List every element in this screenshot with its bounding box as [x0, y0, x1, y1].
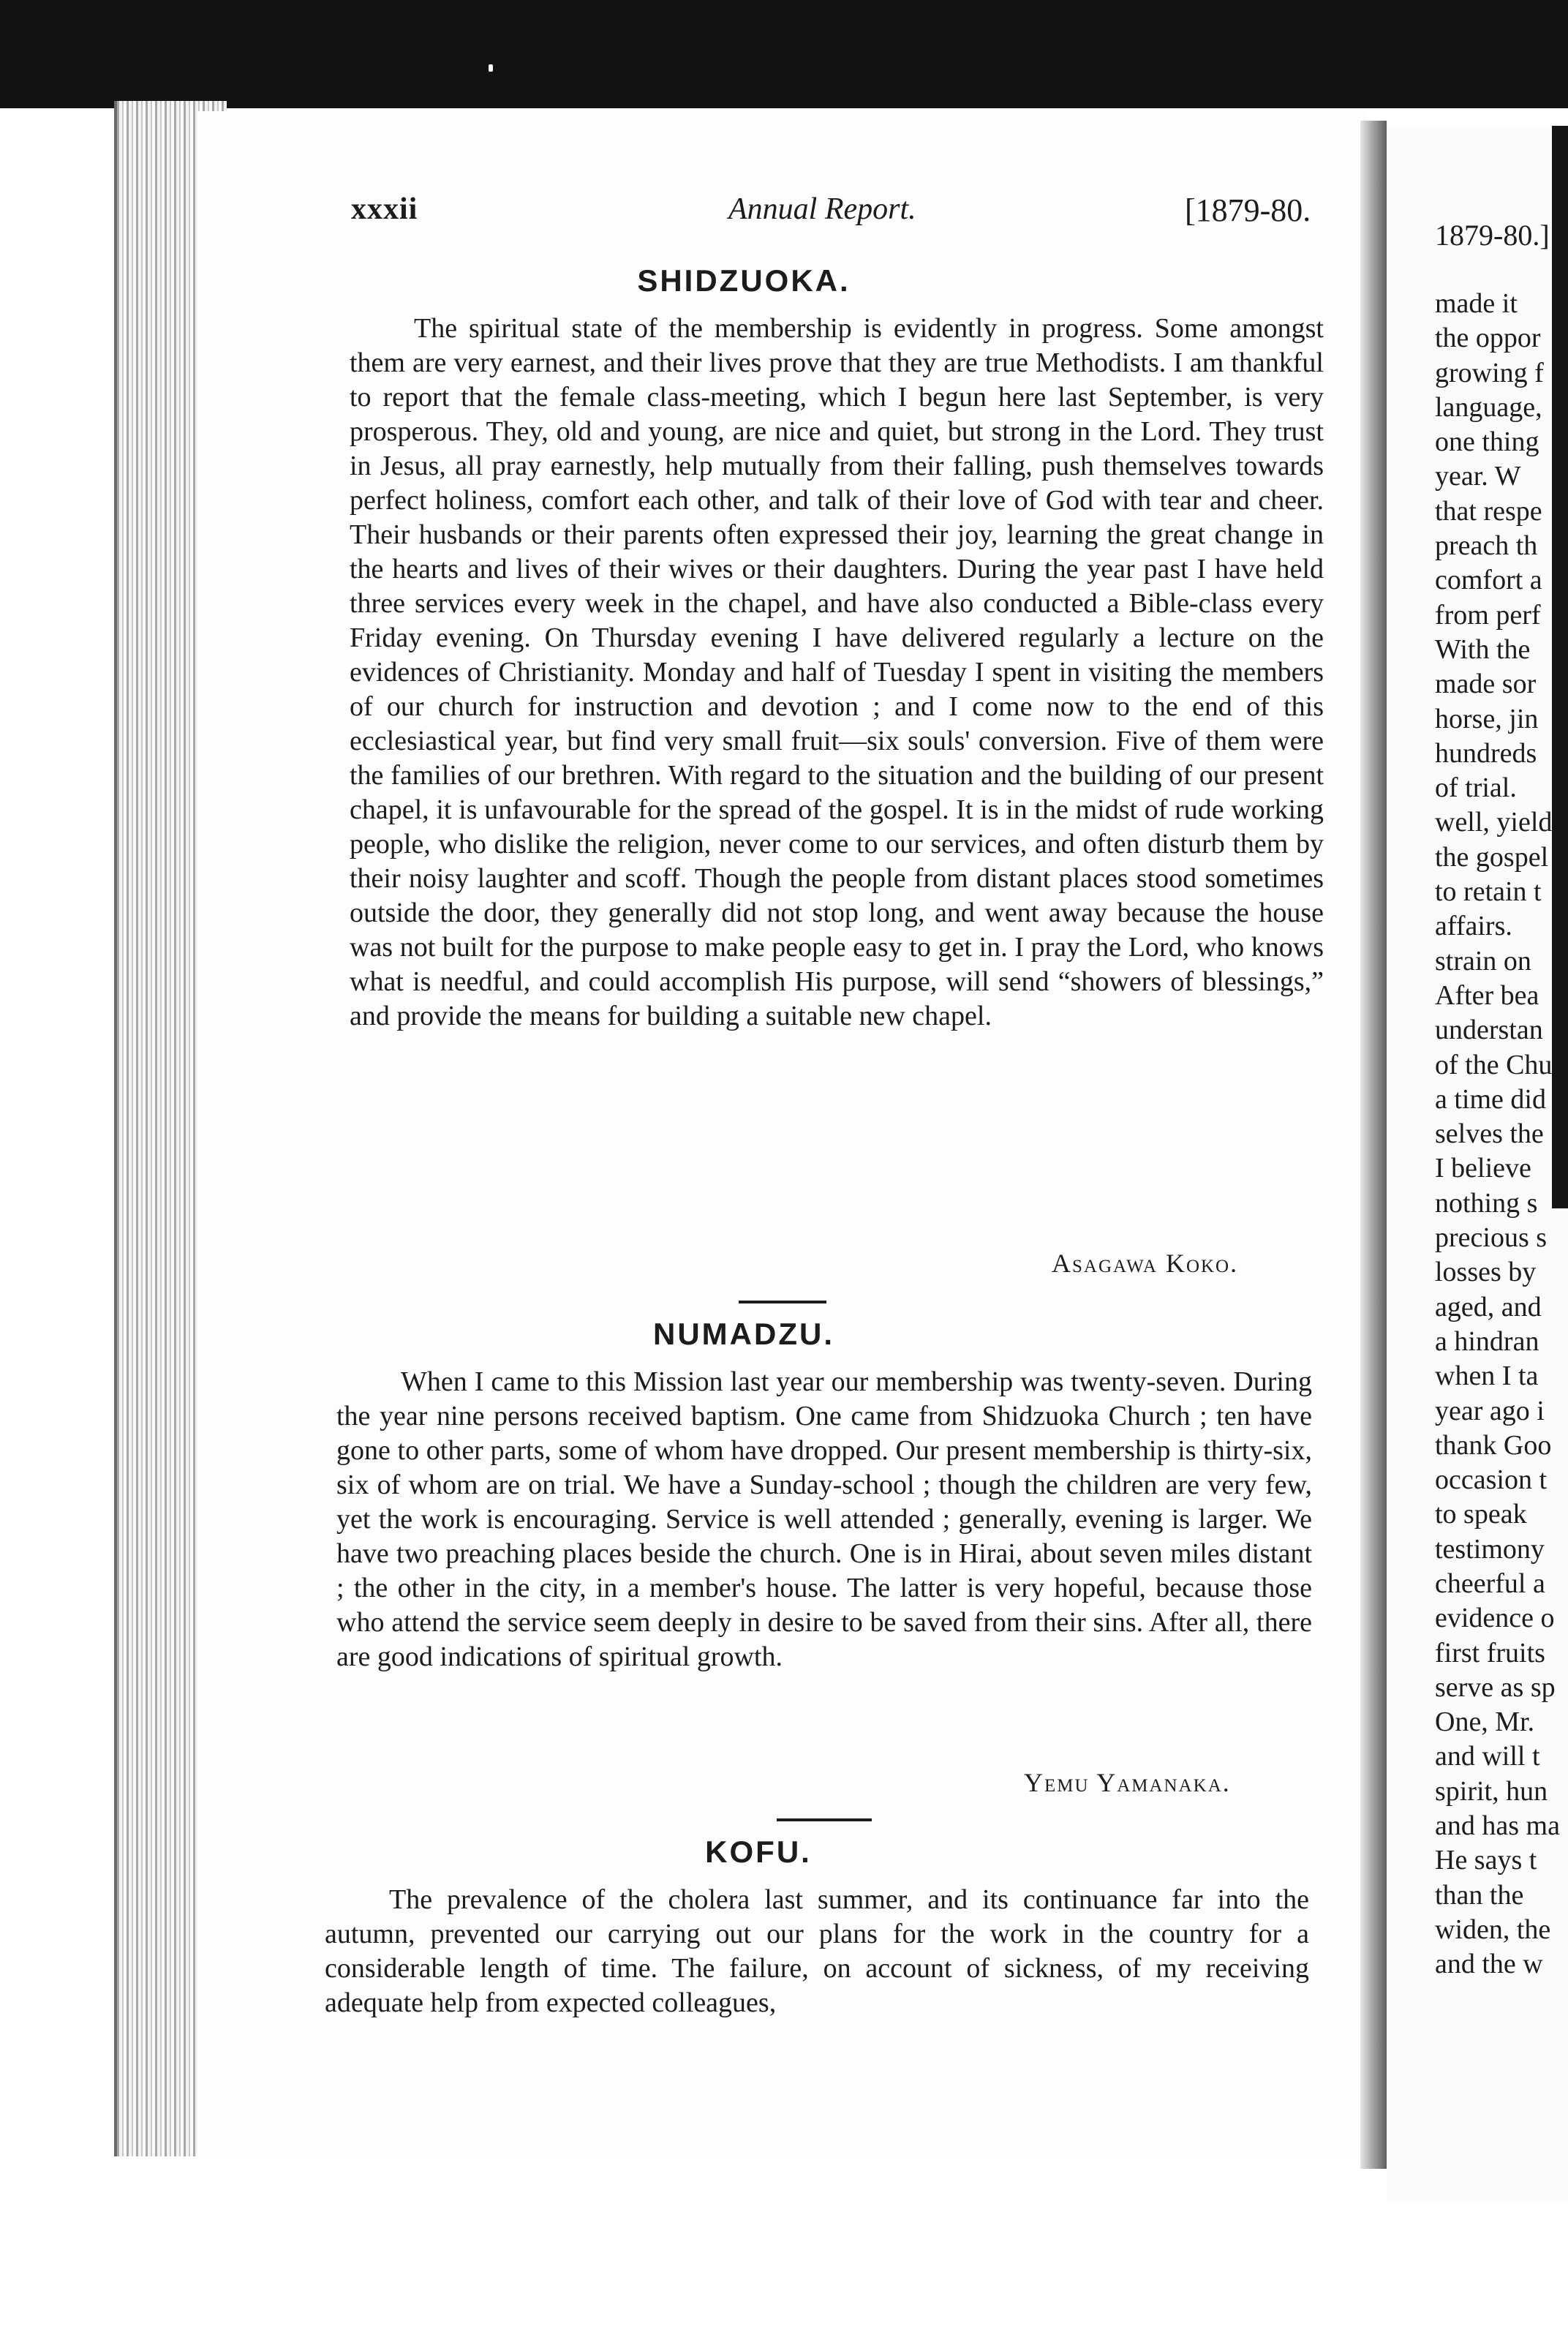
facing-page-line: of trial.	[1435, 772, 1517, 804]
facing-page-line: I believe	[1435, 1153, 1531, 1184]
facing-page-line: losses by	[1435, 1257, 1537, 1288]
facing-page-line: cheerful a	[1435, 1568, 1545, 1599]
facing-page-line: comfort a	[1435, 565, 1542, 596]
facing-page-line: hundreds	[1435, 737, 1537, 769]
section-divider	[777, 1818, 872, 1821]
facing-page-line: first fruits	[1435, 1637, 1545, 1668]
year-range: [1879-80.	[1185, 192, 1311, 228]
page-number: xxxii	[351, 192, 418, 226]
facing-page-line: when I ta	[1435, 1361, 1539, 1392]
facing-page-line: and the w	[1435, 1949, 1543, 1980]
facing-page-line: One, Mr.	[1435, 1707, 1535, 1738]
facing-page-line: affairs.	[1435, 911, 1512, 942]
facing-page-line: well, yield	[1435, 807, 1553, 838]
signature-asagawa-koko: Asagawa Koko.	[1052, 1249, 1239, 1278]
facing-page-line: horse, jin	[1435, 703, 1539, 734]
facing-page-line: year. W	[1435, 461, 1521, 492]
facing-page-line: a time did	[1435, 1083, 1546, 1115]
facing-page-line: to retain t	[1435, 876, 1542, 908]
facing-page-line: made it	[1435, 288, 1518, 319]
section-title-shidzuoka	[0, 263, 1568, 298]
section-title-text: SHIDZUOKA.	[637, 263, 851, 298]
facing-page-line: year ago i	[1435, 1395, 1545, 1426]
facing-page-line: growing f	[1435, 357, 1544, 388]
facing-page-line: widen, the	[1435, 1914, 1551, 1945]
facing-page-line: than the	[1435, 1879, 1524, 1911]
section-title-numadzu	[0, 1317, 1568, 1352]
facing-page-line: thank Goo	[1435, 1429, 1552, 1461]
signature-yemu-yamanaka: Yemu Yamanaka.	[1024, 1768, 1231, 1797]
facing-page-line: language,	[1435, 391, 1542, 423]
facing-page-line: serve as sp	[1435, 1671, 1556, 1703]
facing-page-line: aged, and	[1435, 1291, 1542, 1322]
facing-page-line: that respe	[1435, 495, 1542, 527]
facing-page-line: precious s	[1435, 1222, 1548, 1254]
section-title-kofu	[0, 1835, 1568, 1870]
facing-page-line: nothing s	[1435, 1187, 1538, 1219]
facing-page-line: a hindran	[1435, 1325, 1539, 1357]
section-title-text: KOFU.	[705, 1835, 812, 1869]
facing-page-line: evidence o	[1435, 1603, 1555, 1634]
section-divider	[739, 1301, 826, 1303]
facing-page-line: selves the	[1435, 1118, 1544, 1150]
scanner-speck	[489, 64, 493, 72]
facing-page-line: With the	[1435, 633, 1531, 665]
facing-page-line: the gospel	[1435, 841, 1549, 873]
section-body-kofu: The prevalence of the cholera last summer, and its continuance far into the autumn, prevented our carrying out our plans for the work in the country for a considerable length of time. The failure, on account of sickness, of my receiving adequate help from expected colleagues,	[325, 1884, 1309, 2018]
facing-page-line: strain on	[1435, 945, 1531, 977]
facing-page-line: one thing	[1435, 426, 1539, 458]
facing-page-line: the oppor	[1435, 323, 1541, 354]
facing-page-line: After bea	[1435, 979, 1539, 1011]
facing-page-text	[1435, 287, 1568, 1982]
facing-page-line: occasion t	[1435, 1464, 1548, 1496]
facing-page-line: He says t	[1435, 1845, 1537, 1876]
facing-page-line: preach th	[1435, 530, 1538, 562]
facing-page-line: testimony	[1435, 1533, 1545, 1565]
facing-page-line: understan	[1435, 1015, 1543, 1046]
facing-page-line: made sor	[1435, 669, 1537, 700]
facing-page-line: and has ma	[1435, 1810, 1560, 1842]
facing-page-header: 1879-80.]	[1435, 219, 1550, 252]
section-title-text: NUMADZU.	[653, 1317, 834, 1351]
facing-page-line: from perf	[1435, 599, 1541, 631]
facing-page-line: spirit, hun	[1435, 1775, 1548, 1807]
section-body-shidzuoka: The spiritual state of the membership is evidently in progress. Some amongst them are very earnest, and their lives prove that they are true Methodists. I am thankful to report that the female class-meeting, which I begun here last September, is very prosperous. They, old and young, are nice and quiet, but strong in the Lord. They trust in Jesus, all pray earnestly, help mutually from their falling, push themselves towards perfect holiness, comfort each other, and talk of their love of God with tear and cheer. Their husbands or their parents often expressed their joy, learning the great change in the hearts and lives of their wives or their daughters. During the year past I have held three services every week in the chapel, and have also conducted a Bible-class every Friday evening. On Thursday evening I have delivered regularly a lecture on the evidences of Christianity. Monday and half of Tuesday I spent in visiting the members of our church for instruction and devotion ; and I come now to the end of this ecclesiastical year, but find very small fruit—six souls' conversion. Five of them were the families of our brethren. With regard to the situation and the building of our present chapel, it is unfavourable for the spread of the gospel. It is in the midst of rude working people, who dislike the religion, never come to our services, and often disturb them by their noisy laughter and scoff. Though the people from distant places stood sometimes outside the door, they generally did not stop long, and went away because the house was not built for the purpose to make people easy to get in. I pray the Lord, who knows what is needful, and could accomplish His purpose, will send “showers of blessings,” and provide the means for building a suitable new chapel.	[350, 313, 1324, 1031]
scanner-background	[0, 0, 1568, 108]
facing-page-line: of the Chu	[1435, 1049, 1553, 1080]
facing-page-line: to speak	[1435, 1499, 1527, 1530]
section-body-numadzu: When I came to this Mission last year our membership was twenty-seven. During the year nine persons received baptism. One came from Shidzuoka Church ; ten have gone to other parts, some of whom have dropped. Our present membership is thirty-six, six of whom are on trial. We have a Sunday-school ; though the children are very few, yet the work is encouraging. Service is well attended ; generally, evening is larger. We have two preaching places beside the church. One is in Hirai, about seven miles distant ; the other in the city, in a member's house. The latter is very hopeful, because those who attend the service seem deeply in desire to be saved from their sins. After all, there are good indications of spiritual growth.	[336, 1366, 1312, 1672]
facing-page-line: and will t	[1435, 1741, 1540, 1772]
running-title: Annual Report.	[728, 192, 916, 226]
